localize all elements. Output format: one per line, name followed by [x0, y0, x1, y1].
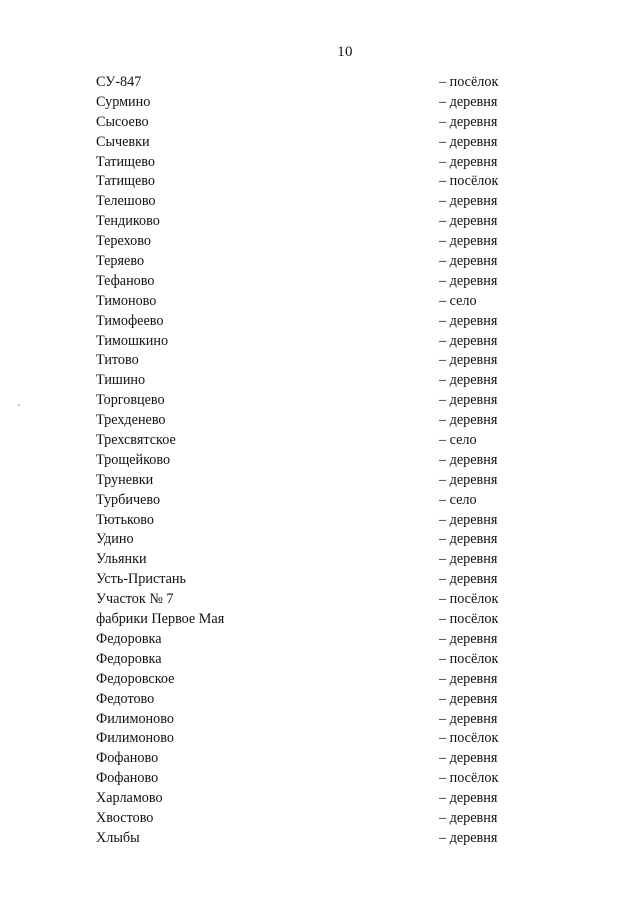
settlement-type: – деревня [439, 153, 498, 170]
settlement-type: – посёлок [439, 74, 499, 90]
settlement-type: – село [439, 292, 477, 309]
settlement-type: – посёлок [439, 770, 499, 787]
settlement-name: Сысоево [96, 113, 149, 130]
settlement-name: Фофаново [96, 770, 159, 787]
list-item [96, 272, 516, 292]
list-item [96, 769, 516, 789]
settlement-name: Трощейково [96, 451, 171, 468]
list-item [96, 670, 516, 690]
settlement-name: Федоровка [96, 650, 162, 667]
settlement-type: – деревня [439, 412, 498, 429]
settlement-type: – деревня [439, 531, 498, 548]
settlement-name: Филимоново [96, 730, 174, 747]
settlement-type: – деревня [439, 233, 498, 250]
settlement-type: – деревня [439, 809, 498, 826]
settlement-type: – посёлок [439, 591, 499, 608]
settlement-type: – деревня [439, 670, 498, 687]
list-item [96, 749, 516, 769]
settlement-name: Тимофеево [96, 312, 164, 329]
settlement-name: Тютьково [96, 511, 155, 528]
settlement-name: Сурмино [96, 93, 151, 110]
list-item [96, 232, 516, 252]
settlement-name: Трехсвятское [96, 432, 176, 449]
settlement-type: – деревня [439, 471, 498, 488]
list-item [96, 491, 516, 511]
list-item [96, 729, 516, 749]
list-item [96, 391, 516, 411]
settlement-type: – деревня [439, 133, 498, 150]
list-item [96, 212, 516, 232]
settlement-name: Титово [96, 352, 139, 369]
list-item [96, 172, 516, 192]
settlement-name: Хвостово [96, 809, 154, 826]
settlement-name: Торговцево [96, 392, 165, 409]
list-item [96, 809, 516, 829]
settlement-name: Тишино [96, 372, 146, 389]
list-item [96, 789, 516, 809]
settlement-name: Теряево [96, 253, 145, 270]
settlement-name: Усть-Пристань [96, 571, 186, 588]
settlement-name: Телешово [96, 193, 156, 210]
settlement-type: – деревня [439, 312, 498, 329]
settlement-type: – деревня [439, 511, 498, 528]
settlement-type: – деревня [439, 690, 498, 707]
settlement-type: – деревня [439, 113, 498, 130]
settlement-type: – посёлок [439, 730, 499, 747]
list-item [96, 93, 516, 113]
settlement-name: Федотово [96, 690, 155, 707]
list-item [96, 451, 516, 471]
settlement-type: – деревня [439, 213, 498, 230]
list-item [96, 192, 516, 212]
settlement-type: – посёлок [439, 173, 499, 190]
settlement-type: – деревня [439, 272, 498, 289]
settlement-name: Тендиково [96, 213, 160, 230]
settlement-name: Ульянки [96, 551, 147, 568]
page-number: 10 [337, 44, 353, 60]
settlement-name: Татищево [96, 173, 155, 190]
settlement-name: Участок № 7 [96, 591, 174, 608]
settlement-type: – деревня [439, 392, 498, 409]
settlement-type: – деревня [439, 253, 498, 270]
settlement-name: Труневки [96, 471, 154, 488]
settlement-type: – деревня [439, 551, 498, 568]
settlement-name: Федоровское [96, 670, 175, 687]
list-item [96, 710, 516, 730]
list-item [96, 511, 516, 531]
list-item [96, 73, 516, 93]
list-item [96, 153, 516, 173]
list-item [96, 690, 516, 710]
settlement-type: – деревня [439, 630, 498, 647]
list-item [96, 630, 516, 650]
settlement-name: Трехденево [96, 412, 166, 429]
settlement-type: – деревня [439, 193, 498, 210]
settlement-type: – село [439, 491, 477, 508]
list-item [96, 650, 516, 670]
list-item [96, 471, 516, 491]
list-item [96, 292, 516, 312]
settlement-list [96, 73, 516, 849]
list-item [96, 371, 516, 391]
settlement-type: – село [439, 432, 477, 449]
settlement-name: СУ-847 [96, 74, 142, 90]
settlement-name: Фофаново [96, 750, 159, 767]
settlement-type: – деревня [439, 372, 498, 389]
settlement-type: – деревня [439, 451, 498, 468]
list-item [96, 411, 516, 431]
list-item [96, 530, 516, 550]
list-item [96, 610, 516, 630]
settlement-type: – деревня [439, 710, 498, 727]
settlement-type: – деревня [439, 352, 498, 369]
settlement-type: – деревня [439, 332, 498, 349]
list-item [96, 133, 516, 153]
settlement-type: – деревня [439, 750, 498, 767]
list-item [96, 550, 516, 570]
settlement-name: Тимошкино [96, 332, 169, 349]
settlement-name: Терехово [96, 233, 151, 250]
list-item [96, 252, 516, 272]
settlement-type: – деревня [439, 93, 498, 110]
settlement-name: Тимоново [96, 292, 157, 309]
list-item [96, 332, 516, 352]
list-item [96, 312, 516, 332]
settlement-type: – деревня [439, 829, 498, 846]
settlement-name: Федоровка [96, 630, 162, 647]
settlement-name: Турбичево [96, 491, 161, 508]
settlement-type: – деревня [439, 571, 498, 588]
settlement-type: – деревня [439, 790, 498, 807]
settlement-name: Сычевки [96, 133, 150, 150]
settlement-name: фабрики Первое Мая [96, 611, 225, 628]
list-item [96, 570, 516, 590]
list-item [96, 113, 516, 133]
list-item [96, 590, 516, 610]
settlement-name: Хлыбы [96, 829, 140, 846]
settlement-name: Тефаново [96, 272, 155, 289]
settlement-name: Удино [96, 531, 134, 548]
settlement-type: – посёлок [439, 611, 499, 628]
list-item [96, 829, 516, 849]
list-item [96, 351, 516, 371]
settlement-type: – посёлок [439, 650, 499, 667]
settlement-name: Харламово [96, 790, 163, 807]
list-item [96, 431, 516, 451]
scan-speck [18, 404, 20, 406]
settlement-name: Татищево [96, 153, 155, 170]
settlement-name: Филимоново [96, 710, 174, 727]
